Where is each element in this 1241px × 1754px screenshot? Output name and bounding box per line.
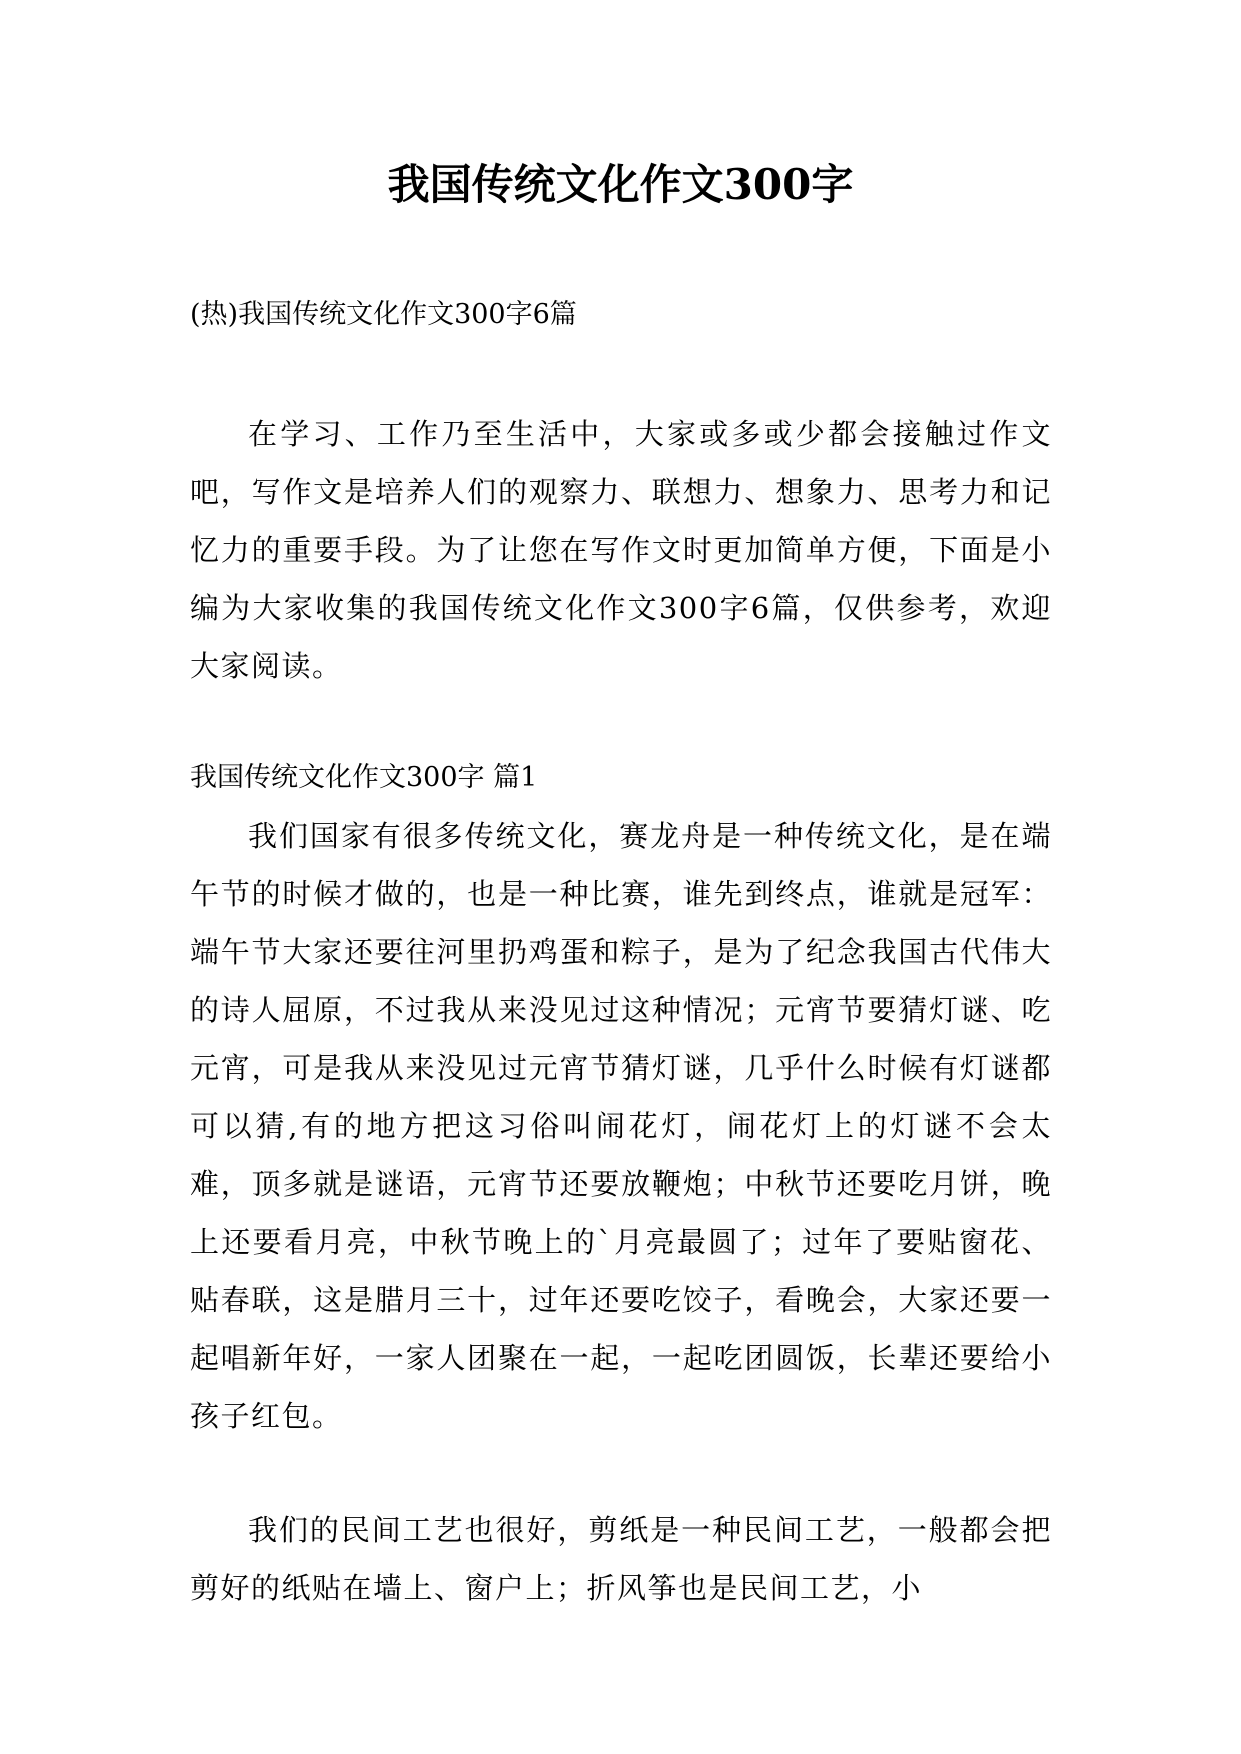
document-subtitle: (热)我国传统文化作文300字6篇 [190,299,577,330]
intro-paragraph: 在学习、工作乃至生活中，大家或多或少都会接触过作文吧，写作文是培养人们的观察力、联想力、想象力、思考力和记忆力的重要手段。为了让您在写作文时更加简单方便，下面是小编为大家收集的我国传统文化作文300字6篇，仅供参考，欢迎大家阅读。 [190,417,1052,683]
section-paragraph: 我们国家有很多传统文化，赛龙舟是一种传统文化，是在端午节的时候才做的，也是一种比赛，谁先到终点，谁就是冠军：端午节大家还要往河里扔鸡蛋和粽子，是为了纪念我国古代伟大的诗人屈原，不过我从来没见过这种情况；元宵节要猜灯谜、吃元宵，可是我从来没见过元宵节猜灯谜，几乎什么时候有灯谜都可以猜,有的地方把这习俗叫闹花灯，闹花灯上的灯谜不会太难，顶多就是谜语，元宵节还要放鞭炮；中秋节还要吃月饼，晚上还要看月亮，中秋节晚上的`月亮最圆了；过年了要贴窗花、贴春联，这是腊月三十，过年还要吃饺子，看晚会，大家还要一起唱新年好，一家人团聚在一起，一起吃团圆饭，长辈还要给小孩子红包。 [190,819,1052,1433]
section-heading: 我国传统文化作文300字 篇1 [190,762,538,793]
section-paragraph: 我们的民间工艺也很好，剪纸是一种民间工艺，一般都会把剪好的纸贴在墙上、窗户上；折风筝也是民间工艺，小 [190,1513,1052,1605]
document-title: 我国传统文化作文300字 [387,160,854,209]
